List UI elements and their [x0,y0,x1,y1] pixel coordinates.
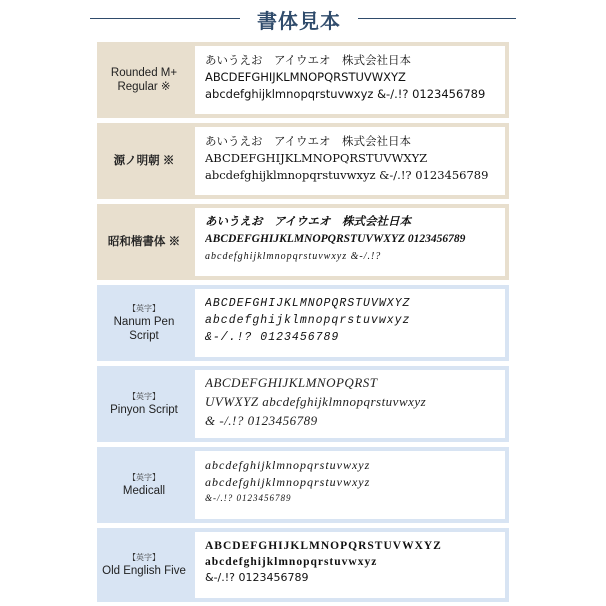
font-row-showa-kaisho [97,204,509,280]
font-sample [191,42,509,118]
english-tag: 【英字】 [128,473,160,482]
font-sample [191,123,509,199]
font-name: 源ノ明朝 ※ [113,155,175,167]
sample-line: abcdefghijklmnopqrstuvwxyz [205,556,378,568]
font-label [97,366,191,442]
font-name: Medicall [122,485,166,497]
font-row-pinyon-script [97,366,509,442]
font-row-medicall [97,447,509,523]
english-tag: 【英字】 [128,392,160,401]
font-label [97,123,191,199]
font-name: Old English Five [102,565,186,577]
english-tag: 【英字】 [128,553,160,562]
sample-line: ABCDEFGHIJKLMNOPQRSTUVWXYZ [205,70,406,84]
font-label [97,285,191,361]
sample-line: あいうえお アイウエオ 株式会社日本 [205,216,411,228]
english-tag: 【英字】 [128,304,160,313]
sample-line: abcdefghijklmnopqrstuvwxyz [205,475,371,489]
font-sample [191,528,509,602]
font-label [97,42,191,118]
font-name: Pinyon Script [110,404,178,416]
page-header [0,0,606,42]
sample-line: abcdefghijklmnopqrstuvwxyz &-/.!? 0123456789 [205,168,489,182]
sample-line: あいうえお アイウエオ 株式会社日本 [205,53,411,67]
sample-line: ABCDEFGHIJKLMNOPQRSTUVWXYZ 0123456789 [205,233,466,245]
font-row-nanum-pen [97,285,509,361]
sample-line: ABCDEFGHIJKLMNOPQRSTUVWXYZ [205,297,411,310]
font-row-genshin-mincho [97,123,509,199]
sample-line: abcdefghijklmnopqrstuvwxyz &-/.!? [205,251,382,262]
font-label [97,447,191,523]
sample-line: &-/.!? 0123456789 [205,571,309,584]
page-title: 書体見本 [257,9,341,33]
font-sample [191,366,509,442]
sample-line: あいうえお アイウエオ 株式会社日本 [205,134,411,148]
font-name: Nanum Pen Script [113,316,175,342]
header-rule-left [90,18,240,19]
sample-line: &-/.!? 0123456789 [205,331,340,344]
sample-line: abcdefghijklmnopqrstuvwxyz [205,314,411,327]
sample-line: UVWXYZ abcdefghijklmnopqrstuvwxyz [205,394,427,409]
font-sample [191,204,509,280]
sample-line: abcdefghijklmnopqrstuvwxyz [205,458,371,472]
font-name: Rounded M+ Regular ※ [110,67,178,93]
header-rule-right [358,18,516,19]
sample-line: ABCDEFGHIJKLMNOPQRST [205,375,378,390]
sample-line: ABCDEFGHIJKLMNOPQRSTUVWXYZ [205,540,442,552]
font-name: 昭和楷書体 ※ [107,236,181,248]
font-label [97,528,191,602]
font-row-old-english-five [97,528,509,602]
sample-line: & -/.!? 0123456789 [205,413,318,428]
sample-line: abcdefghijklmnopqrstuvwxyz &-/.!? 0123456789 [205,87,486,101]
font-sample [191,447,509,523]
font-label [97,204,191,280]
sample-line: ABCDEFGHIJKLMNOPQRSTUVWXYZ [205,151,428,165]
font-row-rounded-mplus [97,42,509,118]
sample-line: &-/.!? 0123456789 [205,493,292,503]
font-sample [191,285,509,361]
